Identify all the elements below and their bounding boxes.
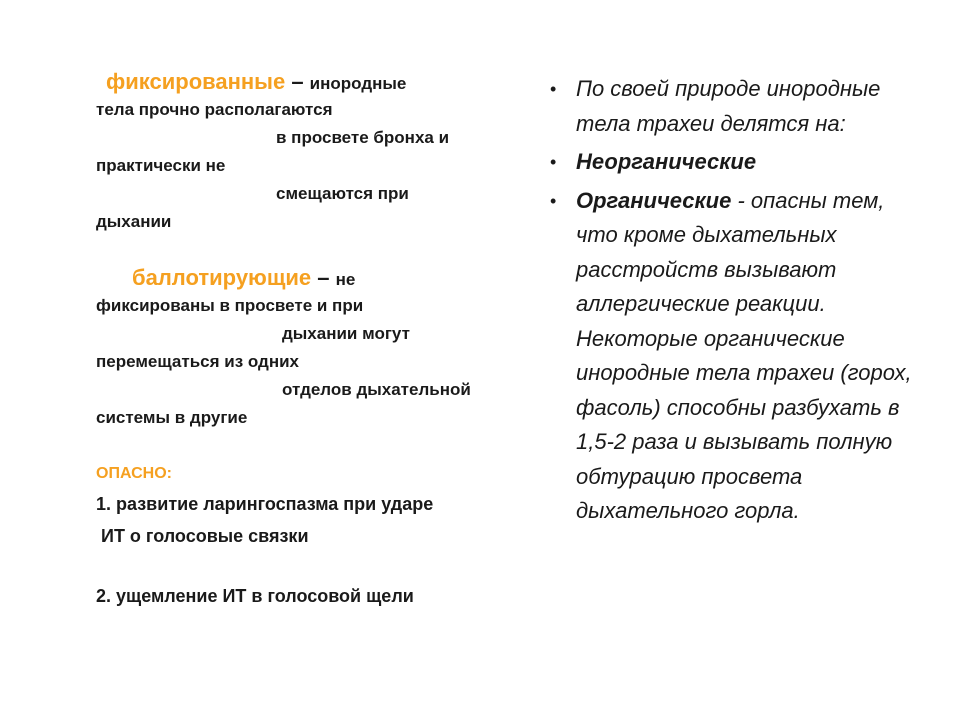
list-item [548,184,928,529]
fixed-heading-line [96,68,536,96]
ballot-line-4: отделов дыхательной [282,380,471,399]
left-column [96,68,536,612]
list-item [548,72,928,141]
fixed-line-3: практически не [96,156,226,175]
spacer [96,432,536,460]
right-column [548,72,928,533]
ballot-heading-line [96,264,536,292]
ballot-line-0: не [335,270,356,289]
spacer [96,552,536,580]
list-item [548,145,928,180]
fixed-dash: – [285,69,310,94]
fixed-line-0: инородные [309,74,407,93]
fixed-line-5: дыхании [96,212,172,231]
spacer [96,236,536,264]
bullet-dot-icon: • [550,152,557,172]
ballot-line-2: дыхании могут [282,324,410,343]
ballot-dash: – [311,265,336,290]
fixed-term: фиксированные [106,69,286,94]
fixed-line-2: в просвете бронха и [276,128,450,147]
bullet-list [548,72,928,529]
ballot-line-1: фиксированы в просвете и при [96,296,364,315]
danger-item-1: 1. развитие ларингоспазма при ударе [96,494,434,514]
item-text: - опасны тем, что кроме дыхательных расстройств вызывают аллергические реакции. Некоторые органические инородные тела трахеи (горох, фасоль) способны разбухать в 1,5-2 раза и вызывать полную обтурацию просвета дыхательного горла. [576,187,912,523]
ballot-term: баллотирующие [132,265,312,290]
item-bold: Неорганические [576,149,757,174]
fixed-line-4: смещаются при [276,184,409,203]
danger-title: ОПАСНО: [96,465,172,482]
bullet-dot-icon: • [550,79,557,99]
item-bold: Органические [576,187,732,213]
ballot-line-5: системы в другие [96,408,248,427]
danger-item-1-cont: ИТ о голосовые связки [96,526,309,546]
danger-item-2: 2. ущемление ИТ в голосовой щели [96,586,414,606]
fixed-line-1: тела прочно располагаются [96,100,333,119]
item-text: По своей природе инородные тела трахеи делятся на: [576,76,881,136]
ballot-line-3: перемещаться из одних [96,352,299,371]
bullet-dot-icon: • [550,190,557,211]
